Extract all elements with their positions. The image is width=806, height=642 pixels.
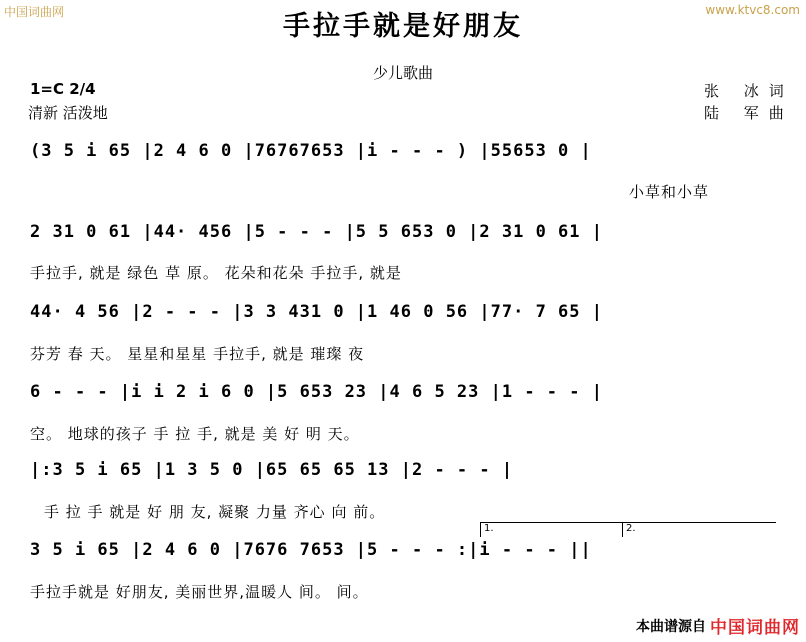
staff-line-6-lyrics: 手拉手就是 好朋友, 美丽世界,温暖人 间。 间。: [30, 583, 369, 601]
staff-line-2-lyrics: 手拉手, 就是 绿色 草 原。 花朵和花朵 手拉手, 就是: [30, 264, 402, 282]
volta-first-ending: 1.: [480, 522, 776, 537]
footer-source: 本曲谱源自: [636, 619, 706, 635]
footer-site: 中国词曲网: [710, 618, 800, 638]
watermark-left: 中国词曲网: [4, 5, 65, 19]
staff-line-4-lyrics: 空。 地球的孩子 手 拉 手, 就是 美 好 明 天。: [30, 425, 360, 443]
lyricist-credit: 张 冰词: [704, 82, 794, 100]
volta-second-ending: 2.: [622, 522, 776, 537]
staff-line-1-lyrics: 小草和小草: [629, 183, 710, 201]
staff-line-1-notes: (3 5 i 65 |2 4 6 0 |76767653 |i - - - ) |55653 0 |: [30, 141, 592, 161]
staff-line-3-notes: 44· 4 56 |2 - - - |3 3 431 0 |1 46 0 56 |77· 7 65 |: [30, 302, 603, 322]
song-title: 手拉手就是好朋友: [283, 11, 523, 42]
key-signature: 1=C 2/4: [30, 80, 96, 98]
staff-line-5-lyrics: 手 拉 手 就是 好 朋 友, 凝聚 力量 齐心 向 前。: [44, 503, 386, 521]
composer-credit: 陆 军曲: [704, 104, 794, 122]
watermark-right: www.ktvc8.com: [705, 3, 800, 17]
song-subtitle: 少儿歌曲: [372, 64, 433, 82]
staff-line-6-notes: 3 5 i 65 |2 4 6 0 |7676 7653 |5 - - - :|i - - - ||: [30, 540, 592, 560]
staff-line-5-notes: |:3 5 i 65 |1 3 5 0 |65 65 65 13 |2 - - - |: [30, 460, 514, 480]
staff-line-3-lyrics: 芬芳 春 天。 星星和星星 手拉手, 就是 璀璨 夜: [30, 345, 365, 363]
staff-line-4-notes: 6 - - - |i i 2 i 6 0 |5 653 23 |4 6 5 23 |1 - - - |: [30, 382, 603, 402]
staff-line-2-notes: 2 31 0 61 |44· 456 |5 - - - |5 5 653 0 |2 31 0 61 |: [30, 222, 603, 242]
tempo-mood: 清新 活泼地: [28, 104, 108, 122]
